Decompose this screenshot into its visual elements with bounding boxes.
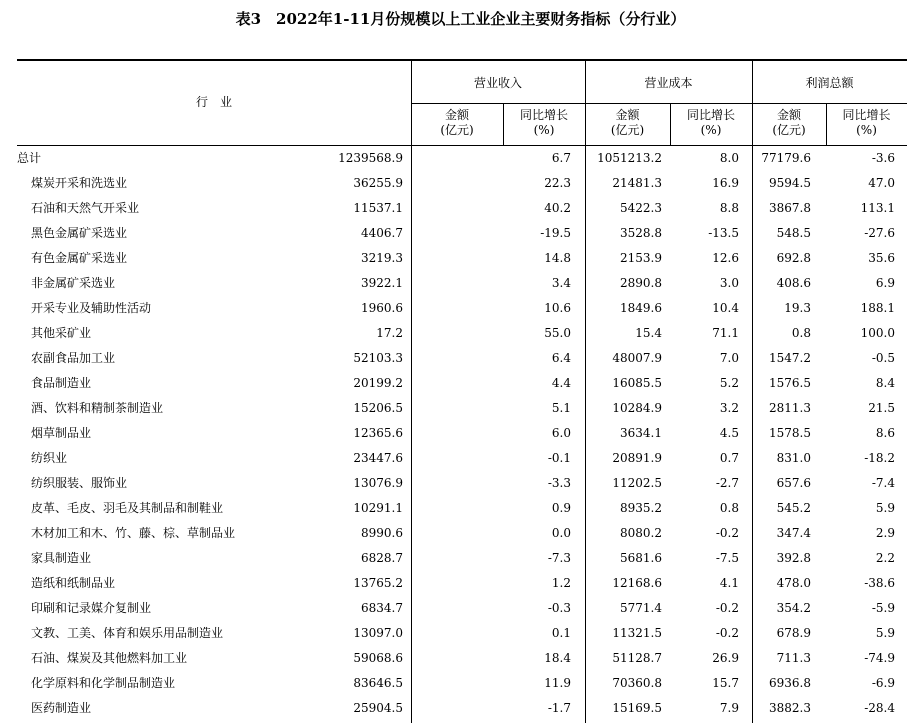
- cell-rev: 6834.7: [361, 601, 403, 615]
- cell-cost-g: 3.2: [719, 401, 739, 415]
- header-revenue: 营业收入: [473, 76, 522, 90]
- cell-cost: 12168.6: [612, 576, 662, 590]
- cell-rev-g: -19.5: [540, 226, 571, 240]
- cell-rev-g: -7.3: [547, 551, 571, 565]
- cell-rev: 36255.9: [353, 176, 403, 190]
- table-row: [17, 271, 907, 296]
- cell-profit-g: 2.9: [875, 526, 895, 540]
- cell-profit-g: -27.6: [864, 226, 895, 240]
- table-top-rule: [17, 59, 907, 61]
- table-row: [17, 596, 907, 621]
- cell-profit-g: 113.1: [860, 201, 895, 215]
- cell-profit: 392.8: [776, 551, 811, 565]
- cell-profit: 1576.5: [769, 376, 811, 390]
- header-profit: 利润总额: [805, 76, 854, 90]
- cell-cost-g: 4.5: [719, 426, 739, 440]
- cell-profit-g: 2.2: [875, 551, 895, 565]
- table-row: [17, 346, 907, 371]
- table-row: [17, 246, 907, 271]
- cell-profit-g: -6.9: [871, 676, 895, 690]
- industry-name: 总计: [17, 151, 42, 165]
- cell-profit-g: -28.4: [864, 701, 895, 715]
- header-growth-unit: (%): [533, 123, 555, 137]
- header-growth-unit: (%): [700, 123, 722, 137]
- industry-name: 印刷和记录媒介复制业: [31, 601, 152, 615]
- industry-name: 其他采矿业: [31, 326, 92, 340]
- header-amount-label: 金额: [615, 108, 640, 122]
- table-row: [17, 671, 907, 696]
- cell-rev: 1960.6: [361, 301, 403, 315]
- cell-cost: 8935.2: [620, 501, 662, 515]
- industry-name: 医药制造业: [31, 701, 92, 715]
- table-row: [17, 621, 907, 646]
- cell-profit-g: -7.4: [871, 476, 895, 490]
- cell-profit: 408.6: [776, 276, 811, 290]
- industry-name: 化学原料和化学制品制造业: [31, 676, 176, 690]
- industry-name: 酒、饮料和精制茶制造业: [31, 401, 164, 415]
- cell-rev-g: 22.3: [544, 176, 571, 190]
- cell-cost-g: 10.4: [712, 301, 739, 315]
- industry-name: 黑色金属矿采选业: [31, 226, 128, 240]
- cell-rev: 3219.3: [361, 251, 403, 265]
- cell-rev-g: 6.4: [551, 351, 571, 365]
- table-row: [17, 421, 907, 446]
- cell-cost-g: -13.5: [708, 226, 739, 240]
- header-cost-growth: [670, 108, 752, 138]
- cell-rev-g: 55.0: [544, 326, 571, 340]
- cell-cost-g: 0.7: [719, 451, 739, 465]
- table-row: [17, 521, 907, 546]
- header-sub-rule: [411, 103, 907, 104]
- table-row: [17, 171, 907, 196]
- table-row: [17, 646, 907, 671]
- cell-cost: 11321.5: [612, 626, 662, 640]
- cell-cost: 16085.5: [612, 376, 662, 390]
- cell-cost-g: 8.8: [719, 201, 739, 215]
- cell-rev-g: 4.4: [551, 376, 571, 390]
- cell-cost: 3528.8: [620, 226, 662, 240]
- cell-profit: 692.8: [776, 251, 811, 265]
- cell-cost: 5771.4: [620, 601, 662, 615]
- cell-profit-g: 8.6: [875, 426, 895, 440]
- header-growth-label: 同比增长: [842, 108, 891, 122]
- header-amount-unit: (亿元): [440, 123, 474, 137]
- cell-rev-g: 6.0: [551, 426, 571, 440]
- cell-rev-g: 0.9: [551, 501, 571, 515]
- table-row: [17, 196, 907, 221]
- industry-name: 非金属矿采选业: [31, 276, 116, 290]
- cell-rev: 10291.1: [353, 501, 403, 515]
- cell-rev: 25904.5: [353, 701, 403, 715]
- cell-cost: 15.4: [635, 326, 662, 340]
- cell-cost: 10284.9: [612, 401, 662, 415]
- cell-cost: 20891.9: [612, 451, 662, 465]
- cell-profit: 1578.5: [769, 426, 811, 440]
- cell-rev-g: 5.1: [551, 401, 571, 415]
- cell-cost-g: 0.8: [719, 501, 739, 515]
- industry-name: 烟草制品业: [31, 426, 92, 440]
- cell-profit-g: 6.9: [875, 276, 895, 290]
- cell-profit-g: -74.9: [864, 651, 895, 665]
- cell-cost: 51128.7: [612, 651, 662, 665]
- cell-cost: 2153.9: [620, 251, 662, 265]
- cell-profit: 9594.5: [769, 176, 811, 190]
- cell-cost: 48007.9: [612, 351, 662, 365]
- cell-cost-g: 16.9: [712, 176, 739, 190]
- industry-name: 石油和天然气开采业: [31, 201, 140, 215]
- cell-rev: 13076.9: [353, 476, 403, 490]
- cell-profit: 0.8: [791, 326, 811, 340]
- cell-rev: 20199.2: [353, 376, 403, 390]
- cell-cost: 11202.5: [612, 476, 662, 490]
- table-row: [17, 571, 907, 596]
- cell-rev: 4406.7: [361, 226, 403, 240]
- cell-cost-g: -0.2: [715, 601, 739, 615]
- cell-profit: 19.3: [784, 301, 811, 315]
- cell-cost-g: 15.7: [712, 676, 739, 690]
- table-row: [17, 396, 907, 421]
- table-row: [17, 696, 907, 721]
- cell-profit-g: 188.1: [860, 301, 895, 315]
- cell-rev-g: -3.3: [547, 476, 571, 490]
- header-amount-label: 金额: [444, 108, 469, 122]
- cell-profit-g: -3.6: [871, 151, 895, 165]
- cell-profit-g: 100.0: [860, 326, 895, 340]
- cell-rev-g: 0.0: [551, 526, 571, 540]
- cell-rev: 6828.7: [361, 551, 403, 565]
- cell-rev: 15206.5: [353, 401, 403, 415]
- cell-profit: 2811.3: [769, 401, 811, 415]
- header-cost-amount: [585, 108, 670, 138]
- cell-profit: 678.9: [776, 626, 811, 640]
- header-industry: 行 业: [195, 95, 232, 109]
- cell-profit: 1547.2: [769, 351, 811, 365]
- cell-rev-g: 3.4: [551, 276, 571, 290]
- cell-rev: 12365.6: [353, 426, 403, 440]
- cell-profit-g: 5.9: [875, 501, 895, 515]
- cell-rev-g: -1.7: [547, 701, 571, 715]
- industry-name: 开采专业及辅助性活动: [31, 301, 152, 315]
- cell-profit-g: 5.9: [875, 626, 895, 640]
- table-row: [17, 446, 907, 471]
- cell-rev: 8990.6: [361, 526, 403, 540]
- cell-profit: 545.2: [776, 501, 811, 515]
- table-row: [17, 296, 907, 321]
- industry-name: 皮革、毛皮、羽毛及其制品和制鞋业: [31, 501, 224, 515]
- cell-rev: 59068.6: [353, 651, 403, 665]
- cell-rev-g: 0.1: [551, 626, 571, 640]
- cell-profit: 3882.3: [769, 701, 811, 715]
- industry-name: 农副食品加工业: [31, 351, 116, 365]
- cell-cost-g: 4.1: [719, 576, 739, 590]
- cell-rev-g: -0.3: [547, 601, 571, 615]
- header-cost: 营业成本: [644, 76, 693, 90]
- cell-cost: 3634.1: [620, 426, 662, 440]
- cell-rev: 52103.3: [353, 351, 403, 365]
- cell-profit-g: 21.5: [868, 401, 895, 415]
- table-row: [17, 546, 907, 571]
- cell-profit-g: 8.4: [875, 376, 895, 390]
- header-growth-label: 同比增长: [686, 108, 735, 122]
- header-revenue-amount: [411, 108, 503, 138]
- cell-cost-g: 3.0: [719, 276, 739, 290]
- cell-cost: 70360.8: [612, 676, 662, 690]
- cell-profit: 354.2: [776, 601, 811, 615]
- header-profit-growth: [826, 108, 907, 138]
- industry-name: 纺织业: [31, 451, 68, 465]
- cell-rev: 1239568.9: [338, 151, 403, 165]
- cell-profit: 77179.6: [761, 151, 811, 165]
- header-growth-label: 同比增长: [519, 108, 568, 122]
- cell-cost: 8080.2: [620, 526, 662, 540]
- cell-rev: 13097.0: [353, 626, 403, 640]
- industry-name: 木材加工和木、竹、藤、棕、草制品业: [31, 526, 236, 540]
- industry-name: 造纸和纸制品业: [31, 576, 116, 590]
- cell-rev: 23447.6: [353, 451, 403, 465]
- cell-rev-g: 18.4: [544, 651, 571, 665]
- table-row: [17, 471, 907, 496]
- cell-rev-g: -0.1: [547, 451, 571, 465]
- cell-profit-g: 35.6: [868, 251, 895, 265]
- header-profit-amount: [752, 108, 826, 138]
- cell-profit: 347.4: [776, 526, 811, 540]
- cell-rev-g: 14.8: [544, 251, 571, 265]
- cell-rev-g: 1.2: [551, 576, 571, 590]
- cell-rev: 83646.5: [353, 676, 403, 690]
- industry-name: 有色金属矿采选业: [31, 251, 128, 265]
- cell-profit: 3867.8: [769, 201, 811, 215]
- cell-rev: 17.2: [376, 326, 403, 340]
- cell-profit: 657.6: [776, 476, 811, 490]
- cell-profit: 478.0: [776, 576, 811, 590]
- cell-cost-g: 7.9: [719, 701, 739, 715]
- cell-cost-g: 12.6: [712, 251, 739, 265]
- header-amount-label: 金额: [776, 108, 801, 122]
- cell-profit: 831.0: [776, 451, 811, 465]
- cell-profit-g: -38.6: [864, 576, 895, 590]
- cell-rev-g: 11.9: [544, 676, 571, 690]
- cell-cost: 1051213.2: [597, 151, 662, 165]
- cell-cost-g: 26.9: [712, 651, 739, 665]
- table-row: [17, 221, 907, 246]
- industry-name: 纺织服装、服饰业: [31, 476, 128, 490]
- cell-cost: 2890.8: [620, 276, 662, 290]
- cell-rev-g: 6.7: [551, 151, 571, 165]
- cell-cost: 5681.6: [620, 551, 662, 565]
- cell-rev: 13765.2: [353, 576, 403, 590]
- table-row: [17, 321, 907, 346]
- header-growth-unit: (%): [856, 123, 877, 137]
- table-row: [17, 371, 907, 396]
- cell-rev-g: 40.2: [544, 201, 571, 215]
- cell-rev: 3922.1: [361, 276, 403, 290]
- cell-profit-g: 47.0: [868, 176, 895, 190]
- industry-name: 家具制造业: [31, 551, 92, 565]
- cell-cost-g: 7.0: [719, 351, 739, 365]
- cell-cost-g: 8.0: [719, 151, 739, 165]
- page-title: 表3 2022年1-11月份规模以上工业企业主要财务指标（分行业）: [235, 10, 686, 28]
- cell-rev: 11537.1: [353, 201, 403, 215]
- cell-cost: 15169.5: [612, 701, 662, 715]
- cell-cost: 1849.6: [620, 301, 662, 315]
- header-amount-unit: (亿元): [610, 123, 645, 137]
- table-row: [17, 496, 907, 521]
- industry-name: 文教、工美、体育和娱乐用品制造业: [31, 626, 224, 640]
- cell-profit-g: -0.5: [871, 351, 895, 365]
- table-row: [17, 146, 907, 171]
- cell-cost-g: -0.2: [715, 526, 739, 540]
- cell-cost-g: 5.2: [719, 376, 739, 390]
- cell-cost-g: -7.5: [715, 551, 739, 565]
- cell-profit: 548.5: [776, 226, 811, 240]
- cell-cost: 5422.3: [620, 201, 662, 215]
- cell-cost-g: -0.2: [715, 626, 739, 640]
- cell-profit-g: -5.9: [871, 601, 895, 615]
- header-amount-unit: (亿元): [772, 123, 806, 137]
- cell-cost-g: 71.1: [712, 326, 739, 340]
- cell-cost: 21481.3: [612, 176, 662, 190]
- industry-name: 煤炭开采和洗选业: [31, 176, 128, 190]
- cell-profit: 711.3: [776, 651, 811, 665]
- cell-cost-g: -2.7: [715, 476, 739, 490]
- cell-profit-g: -18.2: [864, 451, 895, 465]
- industry-name: 食品制造业: [31, 376, 92, 390]
- industry-name: 石油、煤炭及其他燃料加工业: [31, 651, 188, 665]
- header-revenue-growth: [503, 108, 585, 138]
- cell-profit: 6936.8: [769, 676, 811, 690]
- cell-rev-g: 10.6: [544, 301, 571, 315]
